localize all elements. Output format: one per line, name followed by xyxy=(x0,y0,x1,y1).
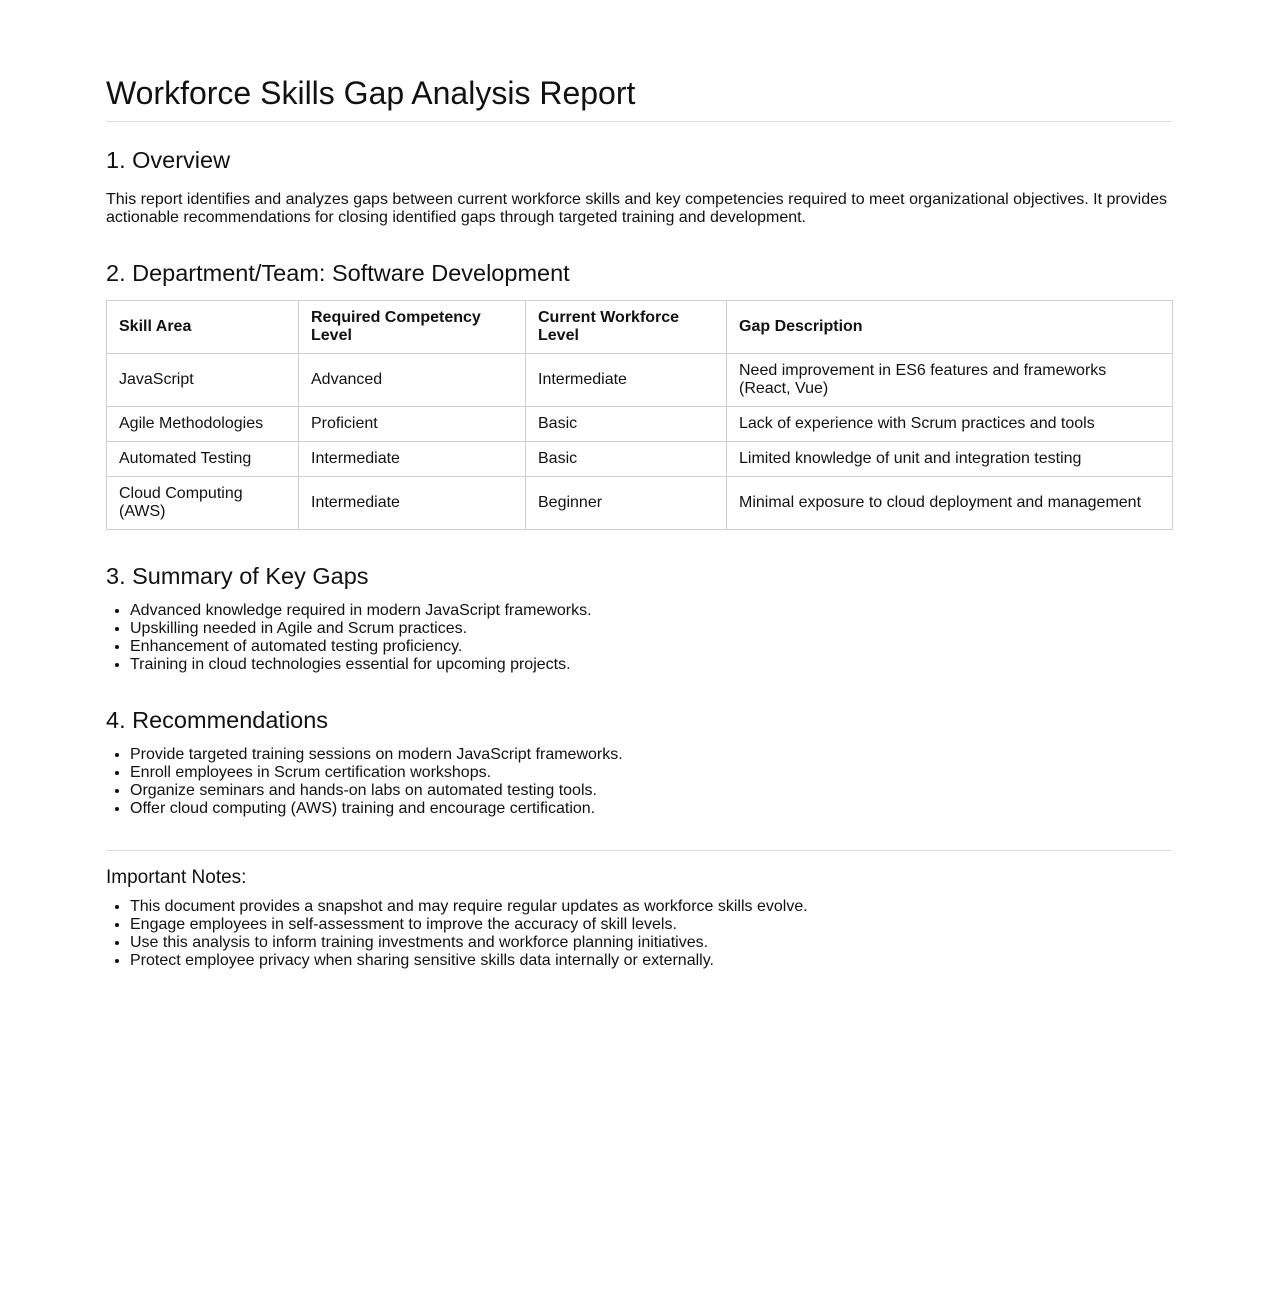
section-divider xyxy=(106,850,1172,851)
report-page xyxy=(106,0,1172,970)
current-level-cell: Basic xyxy=(526,407,727,442)
list-item: • Engage employees in self-assessment to improve the accuracy of skill levels. xyxy=(130,916,1172,934)
required-level-cell: Intermediate xyxy=(299,442,526,477)
required-level-cell: Advanced xyxy=(299,354,526,407)
column-header-current-level: Current Workforce Level xyxy=(526,301,727,354)
current-level-cell: Basic xyxy=(526,442,727,477)
overview-text: This report identifies and analyzes gaps between current workforce skills and key competencies required to meet organizational objectives. It provides actionable recommendations for closing identified gaps through targeted training and development. xyxy=(106,191,1167,226)
current-level-cell: Intermediate xyxy=(526,354,727,407)
column-header-required-level: Required Competency Level xyxy=(299,301,526,354)
notes-section xyxy=(106,867,1172,970)
page-title: Workforce Skills Gap Analysis Report xyxy=(106,73,1172,122)
table-row xyxy=(107,354,1173,407)
summary-heading: 3. Summary of Key Gaps xyxy=(106,563,369,589)
list-item: • Use this analysis to inform training investments and workforce planning initiatives. xyxy=(130,934,1172,952)
table-row xyxy=(107,407,1173,442)
table-row xyxy=(107,442,1173,477)
skills-gap-table xyxy=(106,300,1173,530)
list-item: • This document provides a snapshot and may require regular updates as workforce skills evolve. xyxy=(130,898,1172,916)
gap-description-cell: Minimal exposure to cloud deployment and management xyxy=(727,477,1173,530)
recommendations-list xyxy=(106,746,1172,818)
list-item: • Training in cloud technologies essential for upcoming projects. xyxy=(130,656,1172,674)
summary-list xyxy=(106,602,1172,674)
list-item: • Enroll employees in Scrum certification workshops. xyxy=(130,764,1172,782)
skill-area-cell: Agile Methodologies xyxy=(107,407,299,442)
department-section xyxy=(106,259,1172,530)
list-item: • Provide targeted training sessions on modern JavaScript frameworks. xyxy=(130,746,1172,764)
gap-description-cell: Lack of experience with Scrum practices and tools xyxy=(727,407,1173,442)
notes-list xyxy=(106,898,1172,970)
overview-section xyxy=(106,146,1172,227)
summary-section xyxy=(106,562,1172,674)
recommendations-heading: 4. Recommendations xyxy=(106,707,329,733)
current-level-cell: Beginner xyxy=(526,477,727,530)
list-item: • Protect employee privacy when sharing sensitive skills data internally or externally. xyxy=(130,952,1172,970)
required-level-cell: Intermediate xyxy=(299,477,526,530)
table-row xyxy=(107,477,1173,530)
recommendations-section xyxy=(106,706,1172,818)
department-heading: 2. Department/Team: Software Development xyxy=(106,260,570,286)
required-level-cell: Proficient xyxy=(299,407,526,442)
skill-area-cell: Cloud Computing (AWS) xyxy=(107,477,299,530)
column-header-gap-description: Gap Description xyxy=(727,301,1173,354)
list-item: • Offer cloud computing (AWS) training and encourage certification. xyxy=(130,800,1172,818)
gap-description-cell: Limited knowledge of unit and integration testing xyxy=(727,442,1173,477)
list-item: • Enhancement of automated testing proficiency. xyxy=(130,638,1172,656)
overview-heading: 1. Overview xyxy=(106,147,231,173)
gap-description-cell: Need improvement in ES6 features and frameworks (React, Vue) xyxy=(727,354,1173,407)
list-item: • Advanced knowledge required in modern JavaScript frameworks. xyxy=(130,602,1172,620)
skill-area-cell: JavaScript xyxy=(107,354,299,407)
table-header-row xyxy=(107,301,1173,354)
notes-heading: Important Notes: xyxy=(106,867,247,888)
list-item: • Upskilling needed in Agile and Scrum practices. xyxy=(130,620,1172,638)
skill-area-cell: Automated Testing xyxy=(107,442,299,477)
column-header-skill-area: Skill Area xyxy=(107,301,299,354)
list-item: • Organize seminars and hands-on labs on automated testing tools. xyxy=(130,782,1172,800)
